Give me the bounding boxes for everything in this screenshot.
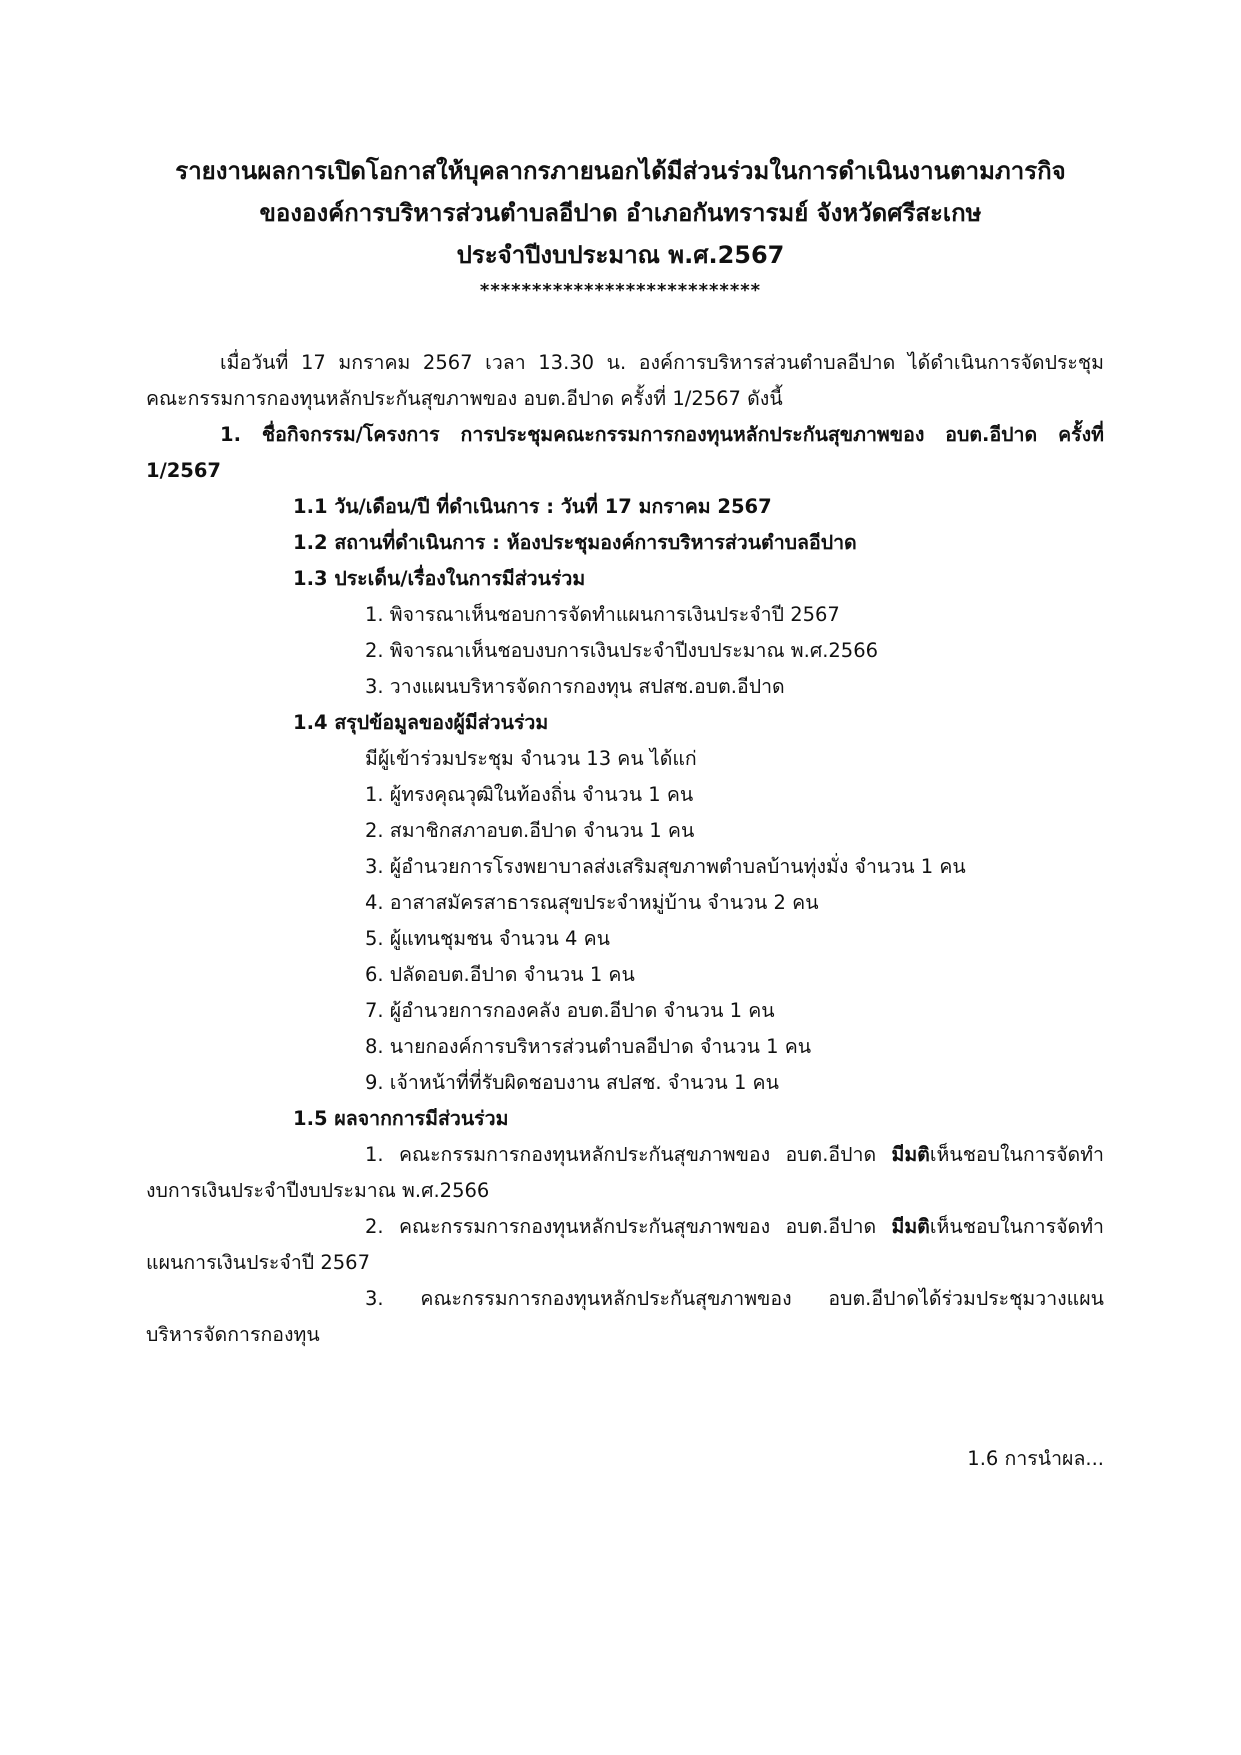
result-item-3-cont: บริหารจัดการกองทุน bbox=[146, 1323, 320, 1346]
participant-item: 1. ผู้ทรงคุณวุฒิในท้องถิ่น จำนวน 1 คน bbox=[365, 783, 694, 806]
result-1-resolution: มีมติ bbox=[891, 1143, 930, 1166]
result-2-text-end: เห็นชอบในการจัดทำ bbox=[929, 1215, 1104, 1238]
section-1-5-heading: 1.5 ผลจากการมีส่วนร่วม bbox=[293, 1107, 509, 1130]
result-1-text-end: เห็นชอบในการจัดทำ bbox=[929, 1143, 1104, 1166]
title-line-2: ขององค์การบริหารส่วนตำบลอีปาด อำเภอกันทรารมย์ จังหวัดศรีสะเกษ bbox=[259, 199, 982, 227]
participant-item: 6. ปลัดอบต.อีปาด จำนวน 1 คน bbox=[365, 963, 635, 986]
section-1-heading-cont: 1/2567 bbox=[146, 459, 221, 482]
document-title bbox=[140, 150, 1101, 306]
title-line-1: รายงานผลการเปิดโอกาสให้บุคลากรภายนอกได้มีส่วนร่วมในการดำเนินงานตามภารกิจ bbox=[175, 157, 1066, 185]
document-body bbox=[146, 345, 1104, 1353]
participant-item: 8. นายกองค์การบริหารส่วนตำบลอีปาด จำนวน 1 คน bbox=[365, 1035, 812, 1058]
result-item-2 bbox=[146, 1209, 1104, 1245]
section-1-3-heading: 1.3 ประเด็น/เรื่องในการมีส่วนร่วม bbox=[293, 567, 586, 590]
section-1-heading: 1. ชื่อกิจกรรม/โครงการ การประชุมคณะกรรมการกองทุนหลักประกันสุขภาพของ อบต.อีปาด ครั้งที่ bbox=[220, 423, 1104, 446]
result-item-3: 3. คณะกรรมการกองทุนหลักประกันสุขภาพของ อบต.อีปาดได้ร่วมประชุมวางแผน bbox=[365, 1287, 1104, 1310]
result-item-1-cont: งบการเงินประจำปีงบประมาณ พ.ศ.2566 bbox=[146, 1179, 490, 1202]
result-item-2-cont: แผนการเงินประจำปี 2567 bbox=[146, 1251, 370, 1274]
section-1-2-venue: 1.2 สถานที่ดำเนินการ : ห้องประชุมองค์การบริหารส่วนตำบลอีปาด bbox=[293, 531, 857, 554]
participant-item: 5. ผู้แทนชุมชน จำนวน 4 คน bbox=[365, 927, 610, 950]
participant-item: 4. อาสาสมัครสาธารณสุขประจำหมู่บ้าน จำนวน 2 คน bbox=[365, 891, 819, 914]
agenda-item: 3. วางแผนบริหารจัดการกองทุน สปสช.อบต.อีปาด bbox=[365, 675, 785, 698]
result-1-text: 1. คณะกรรมการกองทุนหลักประกันสุขภาพของ อบต.อีปาด bbox=[365, 1143, 892, 1166]
result-2-text: 2. คณะกรรมการกองทุนหลักประกันสุขภาพของ อบต.อีปาด bbox=[365, 1215, 892, 1238]
agenda-item: 2. พิจารณาเห็นชอบงบการเงินประจำปีงบประมาณ พ.ศ.2566 bbox=[365, 639, 879, 662]
section-1-4-heading: 1.4 สรุปข้อมูลของผู้มีส่วนร่วม bbox=[293, 711, 549, 734]
title-separator-stars: *************************** bbox=[479, 280, 762, 301]
title-line-3: ประจำปีงบประมาณ พ.ศ.2567 bbox=[456, 241, 785, 269]
participants-summary: มีผู้เข้าร่วมประชุม จำนวน 13 คน ได้แก่ bbox=[365, 747, 697, 770]
participant-item: 7. ผู้อำนวยการกองคลัง อบต.อีปาด จำนวน 1 คน bbox=[365, 999, 775, 1022]
participant-item: 3. ผู้อำนวยการโรงพยาบาลส่งเสริมสุขภาพตำบลบ้านทุ่งมั่ง จำนวน 1 คน bbox=[365, 855, 966, 878]
result-2-resolution: มีมติ bbox=[891, 1215, 930, 1238]
participant-item: 9. เจ้าหน้าที่ที่รับผิดชอบงาน สปสช. จำนวน 1 คน bbox=[365, 1071, 779, 1094]
agenda-item: 1. พิจารณาเห็นชอบการจัดทำแผนการเงินประจำปี 2567 bbox=[365, 603, 840, 626]
next-page-continuation: 1.6 การนำผล... bbox=[967, 1447, 1104, 1470]
intro-line-1: เมื่อวันที่ 17 มกราคม 2567 เวลา 13.30 น. องค์การบริหารส่วนตำบลอีปาด ได้ดำเนินการจัดประชุม bbox=[220, 351, 1104, 374]
intro-line-2: คณะกรรมการกองทุนหลักประกันสุขภาพของ อบต.อีปาด ครั้งที่ 1/2567 ดังนี้ bbox=[146, 387, 783, 410]
section-1-1-date: 1.1 วัน/เดือน/ปี ที่ดำเนินการ : วันที่ 17 มกราคม 2567 bbox=[293, 495, 772, 518]
participant-item: 2. สมาชิกสภาอบต.อีปาด จำนวน 1 คน bbox=[365, 819, 695, 842]
result-item-1 bbox=[146, 1137, 1104, 1173]
